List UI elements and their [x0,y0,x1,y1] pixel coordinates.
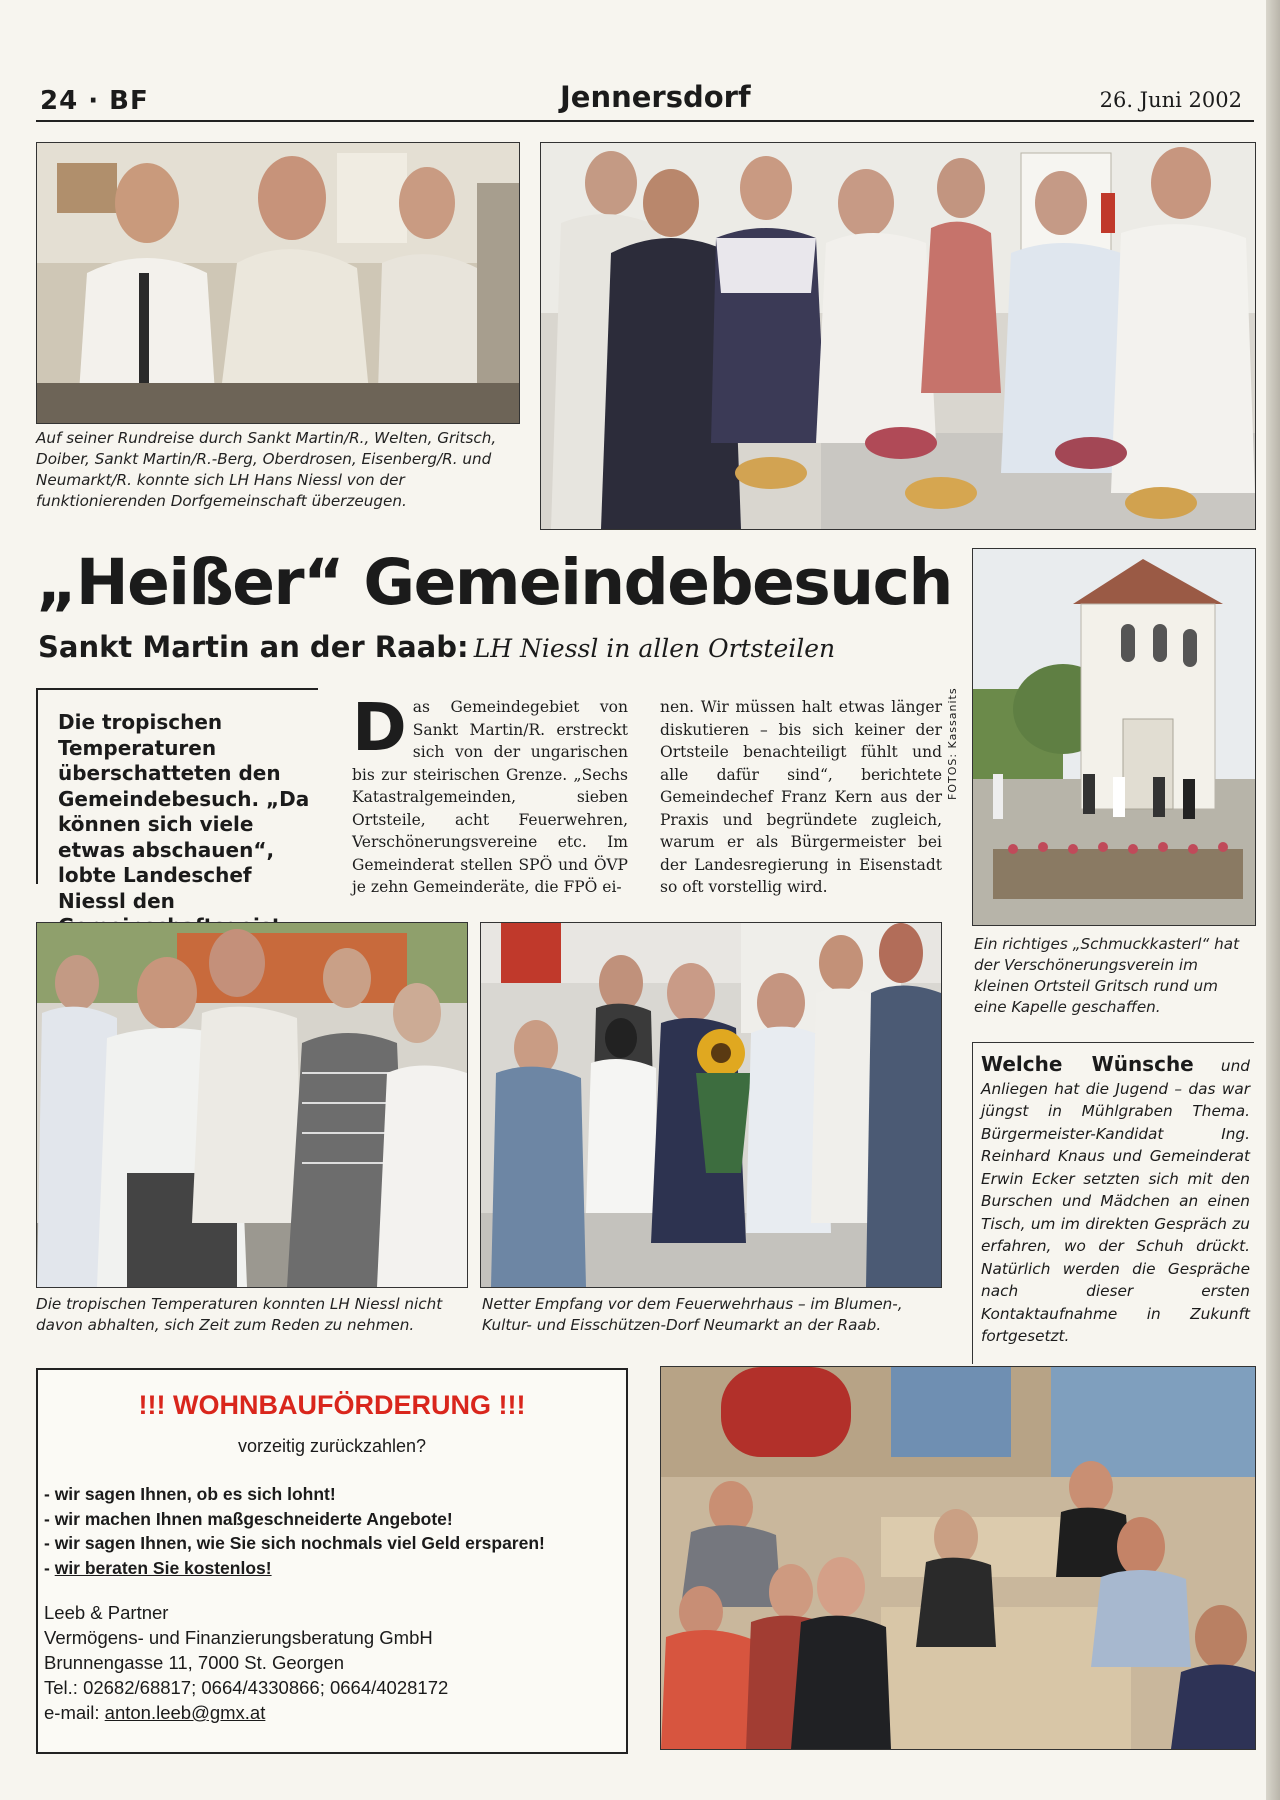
page-edge [1266,0,1280,1800]
article-headline: „Heißer“ Gemeindebesuch [36,546,952,619]
sidebox-title: Welche Wünsche [981,1052,1194,1076]
article-column-1 [352,689,628,899]
sidebox-text: und Anliegen hat die Jugend – das war jüngst in Mühlgraben Thema. Bürgermeister-Kandidat Ing. Reinhard Knaus und Gemeinderat Erwin Ecker setzten sich mit den Burschen und Mädchen an einen Tisch, um im direkten Gespräch zu erfahren, wo der Schuh drückt. Natürlich werden die Gespräche nach dieser ersten Kontaktaufnahme in Zukunft fortgesetzt. [981,1057,1250,1345]
photo-credit: FOTOS: Kassanits [946,687,959,800]
ad-email-line [44,1700,448,1725]
article-column-1-text: as Gemeindegebiet von Sankt Martin/R. erstreckt sich von der ungarischen bis zur steirischen Grenze. „Sechs Katastralgemeinden, sieben Ortsteile, acht Feuerwehren, Verschönerungsvereine etc. Im Gemeinderat stellen SPÖ und ÖVP je zehn Gemeinderäte, die FPÖ ei- [352,698,628,896]
ad-subtitle: vorzeitig zurückzahlen? [237,1436,427,1456]
issue-date: 26. Juni 2002 [1099,88,1242,112]
article-lead: Die tropischen Temperaturen überschatteten den Gemeindebesuch. „Da können sich viele etwas abschauen“, lobte Landeschef Niessl den [36,688,318,884]
ad-offer-item-free [44,1556,545,1581]
ad-email-link[interactable]: anton.leeb@gmx.at [104,1702,266,1723]
ad-offer-list [44,1482,545,1580]
subhead-location: Sankt Martin an der Raab: [38,630,469,664]
caption-middle-left: Die tropischen Temperaturen konnten LH Niessl nicht davon abhalten, sich Zeit zum Reden zu nehmen. [36,1295,443,1334]
ad-offer-dash: - [44,1557,55,1578]
ad-company-desc: Vermögens- und Finanzierungsberatung GmbH [44,1627,433,1648]
ad-offer-item: - wir sagen Ihnen, wie Sie sich nochmals viel Geld ersparen! [44,1533,545,1553]
sidebox-youth [972,1042,1254,1364]
ad-company: Leeb & Partner [44,1602,169,1623]
article-subhead [38,630,835,664]
photo-officials-tour [36,142,520,424]
ad-email-label: e-mail: [44,1702,105,1723]
photo-chapel-gritsch [972,548,1256,926]
ad-offer-item: - wir machen Ihnen maßgeschneiderte Angebote! [44,1508,453,1529]
drop-cap: D [352,689,407,766]
caption-middle-right: Netter Empfang vor dem Feuerwehrhaus – im Blumen-, Kultur- und Eisschützen-Dorf Neumarkt an der Raab. [482,1295,903,1334]
ad-title: !!! WOHNBAUFÖRDERUNG !!! [138,1390,526,1420]
ad-offer-free-text: wir beraten Sie kostenlos! [54,1557,272,1578]
advertisement-wohnbau [36,1368,628,1754]
photo-talking-outdoors [36,922,468,1288]
photo-group-with-woman [540,142,1256,530]
ad-offer-item: - wir sagen Ihnen, ob es sich lohnt! [44,1484,336,1504]
ad-address: Brunnengasse 11, 7000 St. Georgen [44,1652,344,1673]
header-rule [36,120,1254,122]
ad-contact-block [44,1600,448,1725]
photo-youth-table [660,1366,1256,1750]
caption-top: Auf seiner Rundreise durch Sankt Martin/R., Welten, Gritsch, Doiber, Sankt Martin/R.-Berg, Oberdrosen, Eisenberg/R. und Neumarkt/R. konnte sich LH Hans Niessl von der funktionierenden Dorfgemeinschaft überzeugen. [36,429,497,510]
caption-chapel: Ein richtiges „Schmuckkasterl“ hat der Verschönerungsverein im kleinen Ortsteil Gritsch rund um eine Kapelle geschaffen. [974,935,1240,1016]
ad-phone: Tel.: 02682/68817; 0664/4330866; 0664/4028172 [44,1677,449,1698]
section-title: Jennersdorf [560,80,751,114]
subhead-tagline: LH Niessl in allen Ortsteilen [473,634,836,663]
article-column-2: nen. Wir müssen halt etwas länger diskutieren – bis sich keiner der Ortsteile benachteiligt fühlt und alle dafür sind“, berichtete Gemeindechef Franz Kern aus der Praxis und begründete zugleich, warum er als Bürgermeister bei der Landesregierung in Eisenstadt so oft vorstellig wird. [660,698,942,896]
page-number: 24 · BF [40,86,149,116]
photo-flower-bouquet [480,922,942,1288]
